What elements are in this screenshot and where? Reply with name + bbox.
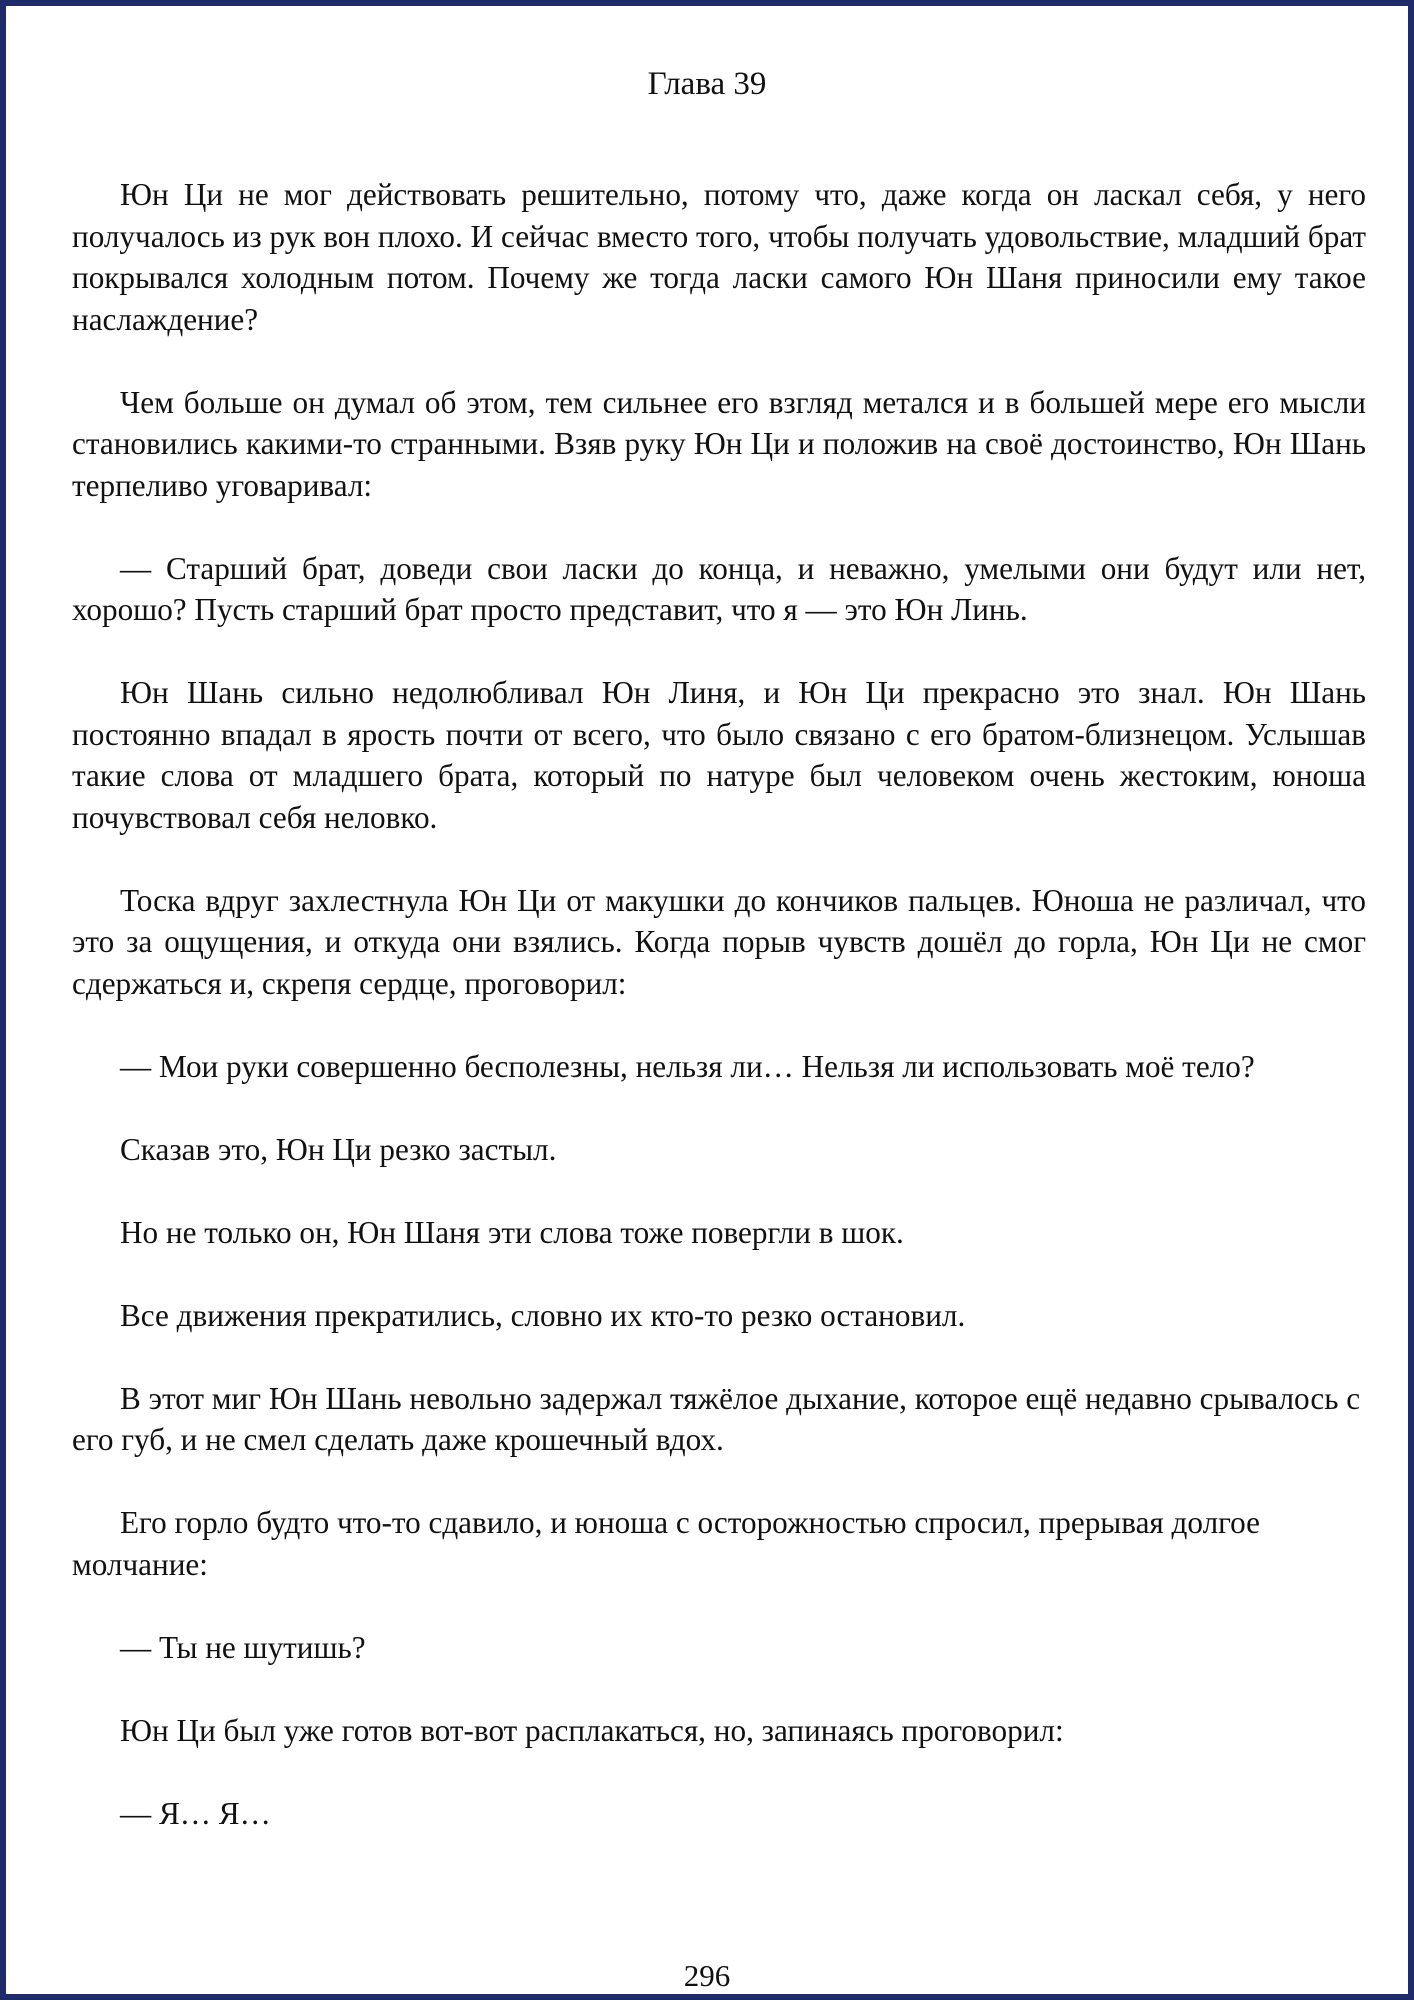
page-content (6, 6, 1408, 1994)
paragraph: Его горло будто что-то сдавило, и юноша с осторожностью спросил, прерывая долгое молчание: (72, 1505, 1261, 1582)
paragraph: Юн Ци был уже готов вот-вот расплакаться, но, запинаясь проговорил: (120, 1712, 1064, 1748)
paragraph: В этот миг Юн Шань невольно задержал тяжёлое дыхание, которое ещё недавно срывалось с его губ, и не смел сделать даже крошечный вдох. (72, 1380, 1361, 1457)
paragraph: — Мои руки совершенно бесполезны, нельзя ли… Нельзя ли использовать моё тело? (120, 1048, 1255, 1084)
paragraph: — Ты не шутишь? (120, 1629, 366, 1665)
paragraph: Тоска вдруг захлестнула Юн Ци от макушки до кончиков пальцев. Юноша не различал, что это за ощущения, и откуда они взялись. Когда порыв чувств дошёл до горла, Юн Ци не смог сдержаться и, скрепя сердце, проговорил: (72, 882, 1366, 1001)
paragraph: Чем больше он думал об этом, тем сильнее его взгляд метался и в большей мере его мысли становились какими-то странными. Взяв руку Юн Ци и положив на своё достоинство, Юн Шань терпеливо уговаривал: (72, 384, 1366, 503)
paragraph: Все движения прекратились, словно их кто-то резко остановил. (120, 1297, 966, 1333)
paragraph: Но не только он, Юн Шаня эти слова тоже повергли в шок. (120, 1214, 904, 1250)
paragraph: — Старший брат, доведи свои ласки до конца, и неважно, умелыми они будут или нет, хорошо? Пусть старший брат просто представит, что я — это Юн Линь. (72, 550, 1366, 627)
paragraph: Юн Ци не мог действовать решительно, потому что, даже когда он ласкал себя, у него получалось из рук вон плохо. И сейчас вместо того, чтобы получать удовольствие, младший брат покрывался холодным потом. Почему же тогда ласки самого Юн Шаня приносили ему такое наслаждение? (72, 177, 1366, 337)
body-text (72, 174, 1366, 1876)
paragraph: Юн Шань сильно недолюбливал Юн Линя, и Юн Ци прекрасно это знал. Юн Шань постоянно впадал в ярость почти от всего, что было связано с его братом-близнецом. Услышав такие слова от младшего брата, который по натуре был человеком очень жестоким, юноша почувствовал себя неловко. (72, 675, 1366, 835)
paragraph: Сказав это, Юн Ци резко застыл. (120, 1131, 557, 1167)
paragraph: — Я… Я… (120, 1795, 271, 1831)
chapter-title: Глава 39 (647, 66, 767, 102)
page-number: 296 (683, 1958, 731, 1993)
